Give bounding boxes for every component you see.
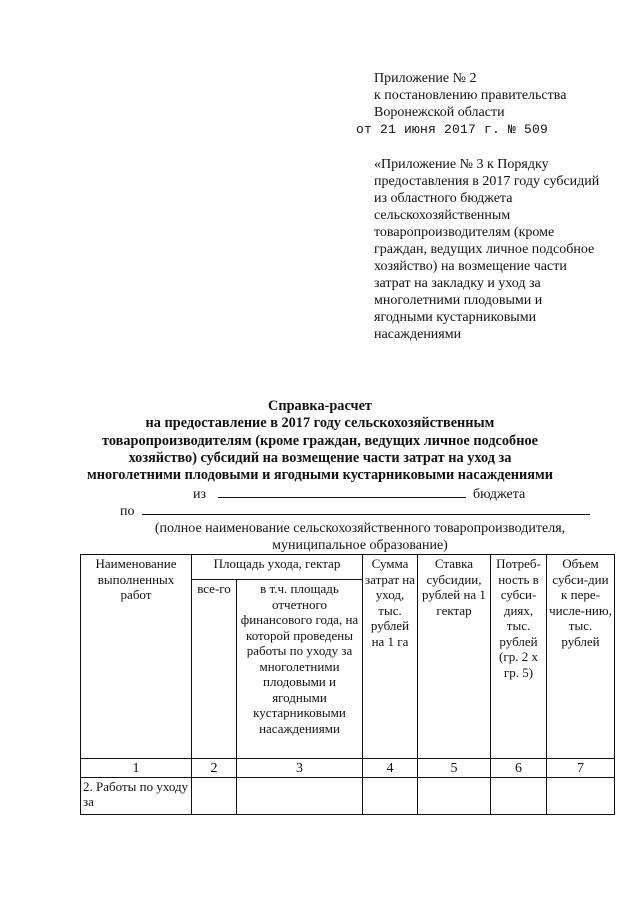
table-cell[interactable] — [237, 777, 363, 814]
header-area-group: Площадь ухода, гектар — [192, 555, 363, 580]
form-heading: Справка-расчет — [268, 398, 372, 414]
column-numbers-row — [81, 759, 615, 778]
table-cell[interactable] — [363, 777, 418, 814]
appendix-note-line: затрат на закладку и уход за — [374, 276, 541, 291]
producer-blank[interactable] — [142, 501, 590, 515]
producer-caption — [100, 520, 620, 554]
appendix-note-line: предоставления в 2017 году субсидий — [374, 174, 600, 189]
appendix-line: к постановлению правительства — [374, 88, 567, 103]
caption-line: муниципальное образование) — [272, 538, 448, 553]
form-title-line: хозяйство) субсидий на возмещение части затрат на уход за — [128, 449, 512, 466]
appendix-note-line: «Приложение № 3 к Порядку — [374, 157, 549, 172]
header-rate: Ставка субсидии, рублей на 1 гектар — [418, 555, 491, 759]
appendix-note-line: сельскохозяйственным — [374, 208, 511, 223]
column-number: 2 — [192, 759, 237, 778]
budget-prefix: из — [193, 487, 207, 502]
table-cell[interactable] — [418, 777, 491, 814]
caption-line: (полное наименование сельскохозяйственного товаропроизводителя, — [154, 521, 566, 536]
header-transfer: Объем субси-дии к пере-числе-нию, тыс. рублей — [547, 555, 615, 759]
form-title-line: на предоставление в 2017 году сельскохозяйственным — [145, 415, 495, 432]
appendix-note-line: из областного бюджета — [374, 191, 513, 206]
appendix-note-line: многолетними плодовыми и — [374, 293, 543, 308]
header-work-name: Наименование выполненных работ — [81, 555, 192, 759]
column-number: 7 — [547, 759, 615, 778]
header-row — [81, 555, 615, 580]
appendix-note-line: граждан, ведущих личное подсобное — [374, 242, 595, 257]
column-number: 3 — [237, 759, 363, 778]
appendix-header — [356, 70, 567, 138]
header-area-reporting: в т.ч. площадь отчетного финансового года, на которой проведены работы по уходу за многолетними плодовыми и ягодными кустарниковыми насаждениями — [237, 580, 363, 759]
column-number: 5 — [418, 759, 491, 778]
column-number: 1 — [81, 759, 192, 778]
appendix-note-line: товаропроизводителям (кроме — [374, 225, 555, 240]
producer-prefix: по — [120, 504, 135, 519]
budget-suffix: бюджета — [473, 487, 526, 502]
form-title-line: товаропроизводителям (кроме граждан, ведущих личное подсобное — [102, 432, 538, 449]
form-title-line: многолетними плодовыми и ягодными кустарниковыми насаждениями — [86, 467, 553, 484]
header-need: Потреб-ность в субси-диях, тыс. рублей (гр. 2 х гр. 5) — [491, 555, 547, 759]
column-number: 6 — [491, 759, 547, 778]
row-label: 2. Работы по уходу за — [81, 777, 192, 814]
appendix-note-line: насаждениями — [374, 327, 462, 342]
table-row — [81, 777, 615, 814]
table-cell[interactable] — [547, 777, 615, 814]
appendix-note — [374, 156, 600, 343]
header-cost: Сумма затрат на уход, тыс. рублей на 1 га — [363, 555, 418, 759]
appendix-note-line: ягодными кустарниковыми — [374, 310, 537, 325]
table-cell[interactable] — [192, 777, 237, 814]
appendix-note-line: хозяйство) на возмещение части — [374, 259, 567, 274]
header-area-total: все-го — [192, 580, 237, 759]
budget-blank[interactable] — [218, 484, 466, 498]
appendix-title: Приложение № 2 — [374, 71, 477, 86]
table-cell[interactable] — [491, 777, 547, 814]
calculation-table — [80, 554, 615, 815]
producer-line — [120, 501, 590, 520]
appendix-line: Воронежской области — [374, 105, 505, 120]
form-title — [0, 398, 640, 484]
column-number: 4 — [363, 759, 418, 778]
appendix-date: от 21 июня 2017 г. № 509 — [356, 122, 549, 137]
